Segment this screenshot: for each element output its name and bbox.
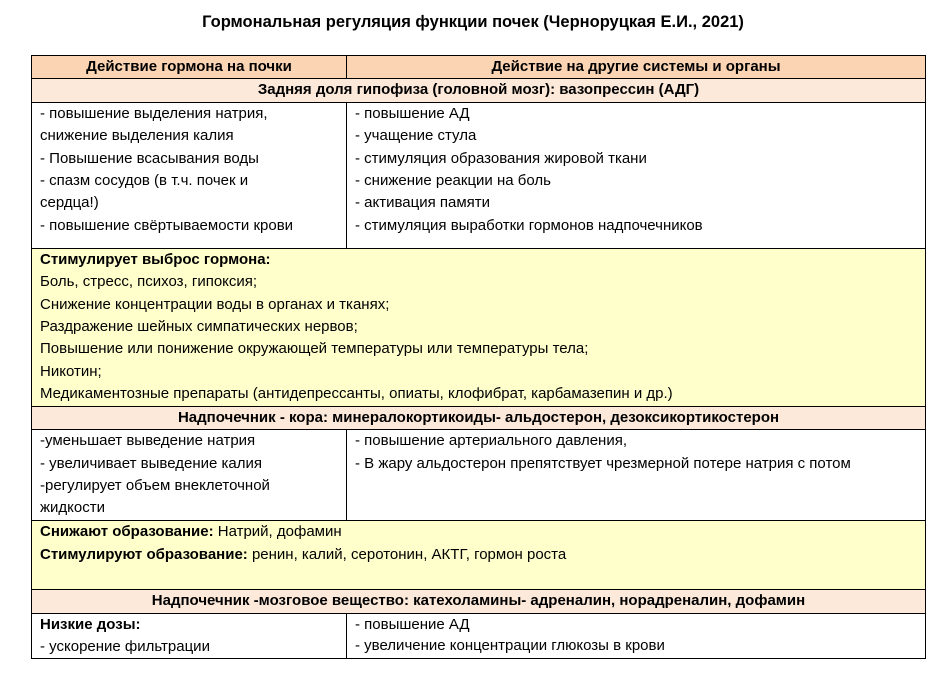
list-item: - учащение стула: [355, 127, 477, 145]
medulla-heading: Надпочечник -мозговое вещество: катехоламины- адреналин, норадреналин, дофамин: [32, 590, 926, 613]
list-item: - Повышение всасывания воды: [40, 149, 259, 167]
table-header-row: [32, 56, 926, 79]
vasopressin-other-cell: [347, 102, 926, 248]
list-item: - повышение выделения натрия,: [40, 104, 268, 122]
cortex-kidney-cell: [32, 430, 347, 521]
list-item: - В жару альдостерон препятствует чрезмерной потере натрия с потом: [355, 454, 851, 472]
header-other-action: Действие на другие системы и органы: [347, 56, 926, 79]
list-item: - повышение артериального давления,: [355, 432, 627, 450]
list-item: - повышение АД: [355, 615, 470, 633]
stimulate-label: Стимулируют образование:: [40, 545, 248, 563]
list-item: - спазм сосудов (в т.ч. почек и: [40, 172, 249, 190]
list-item: - стимуляция выработки гормонов надпочечников: [355, 216, 703, 234]
reduce-value: Натрий, дофамин: [213, 523, 342, 541]
cortex-effects-row: [32, 430, 926, 521]
list-item: - активация памяти: [355, 194, 491, 212]
reduce-line: [40, 521, 917, 543]
vasopressin-release-row: [32, 248, 926, 406]
list-item: -уменьшает выведение натрия: [40, 432, 256, 450]
medulla-kidney-cell: [32, 613, 347, 659]
stimulate-line: [40, 544, 917, 566]
list-item: - ускорение фильтрации: [40, 638, 210, 656]
vasopressin-release-cell: [32, 248, 926, 406]
list-item: Медикаментозные препараты (антидепрессанты, опиаты, клофибрат, карбамазепин и др.): [40, 385, 673, 403]
cortex-regulation-cell: [32, 521, 926, 590]
list-item: Снижение концентрации воды в органах и тканях;: [40, 295, 390, 313]
list-item: снижение выделения калия: [40, 127, 234, 145]
list-item: жидкости: [40, 499, 105, 517]
reduce-label: Снижают образование:: [40, 523, 214, 541]
vasopressin-effects-row: [32, 102, 926, 248]
stimulate-value: ренин, калий, серотонин, АКТГ, гормон роста: [247, 545, 567, 563]
release-title: Стимулирует выброс гормона:: [40, 250, 271, 268]
vasopressin-heading: Задняя доля гипофиза (головной мозг): вазопрессин (АДГ): [32, 79, 926, 102]
list-item: - увеличивает выведение калия: [40, 454, 262, 472]
vasopressin-kidney-cell: [32, 102, 347, 248]
medulla-effects-row: [32, 613, 926, 659]
low-dose-title: Низкие дозы:: [40, 615, 141, 633]
list-item: -регулирует объем внеклеточной: [40, 477, 270, 495]
section-heading-row: [32, 79, 926, 102]
list-item: сердца!): [40, 194, 99, 212]
document-title: Гормональная регуляция функции почек (Черноруцкая Е.И., 2021): [202, 13, 744, 31]
cortex-other-cell: [347, 430, 926, 521]
list-item: - повышение свёртываемости крови: [40, 216, 294, 234]
section-heading-row: [32, 406, 926, 429]
list-item: - снижение реакции на боль: [355, 172, 551, 190]
header-kidney-action: Действие гормона на почки: [32, 56, 347, 79]
cortex-heading: Надпочечник - кора: минералокортикоиды- альдостерон, дезоксикортикостерон: [32, 406, 926, 429]
list-item: Раздражение шейных симпатических нервов;: [40, 318, 358, 336]
list-item: - увеличение концентрации глюкозы в крови: [355, 636, 665, 654]
list-item: - повышение АД: [355, 104, 470, 122]
cortex-regulation-row: [32, 521, 926, 590]
hormone-table: [31, 55, 926, 659]
list-item: Никотин;: [40, 362, 102, 380]
list-item: - стимуляция образования жировой ткани: [355, 149, 647, 167]
list-item: Повышение или понижение окружающей температуры или температуры тела;: [40, 340, 589, 358]
list-item: Боль, стресс, психоз, гипоксия;: [40, 273, 258, 291]
medulla-other-cell: [347, 613, 926, 659]
section-heading-row: [32, 590, 926, 613]
